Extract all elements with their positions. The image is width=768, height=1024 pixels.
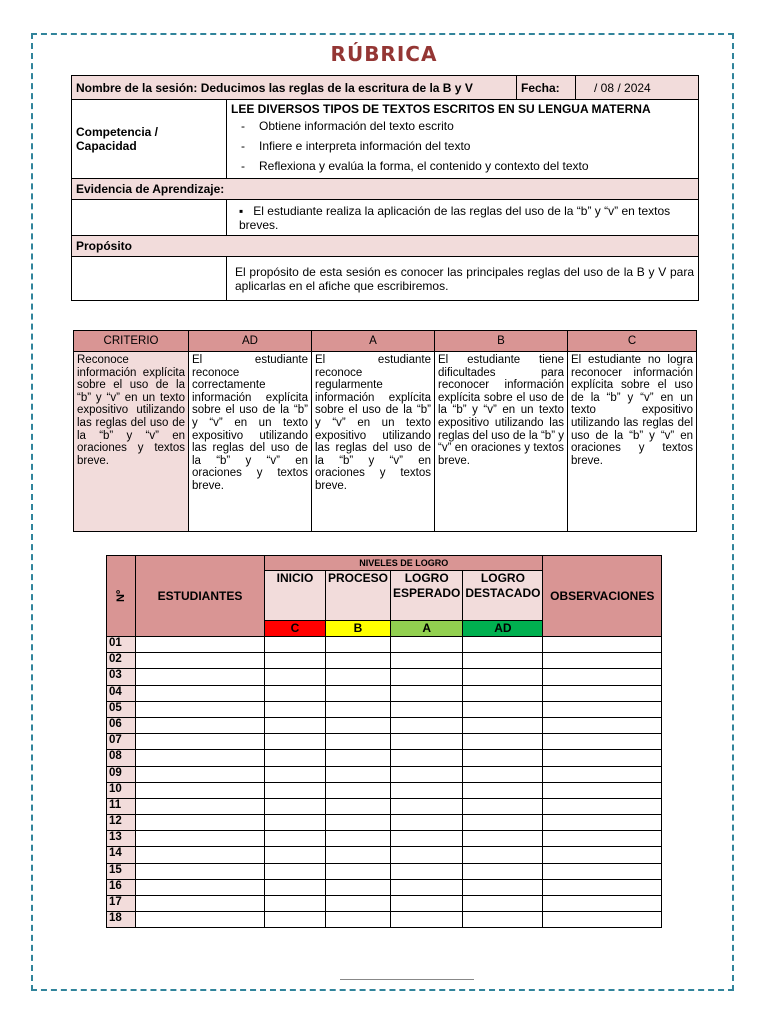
table-row (107, 815, 662, 831)
inicio-cell[interactable] (265, 879, 326, 895)
proceso-cell[interactable] (326, 831, 391, 847)
esperado-cell[interactable] (391, 701, 463, 717)
inicio-cell[interactable] (265, 637, 326, 653)
destacado-cell[interactable] (463, 637, 543, 653)
student-name-cell[interactable] (136, 637, 265, 653)
destacado-cell[interactable] (463, 669, 543, 685)
level-c-cell: El estudiante no logra reconocer información explícita sobre el uso de la “b” y “v” en un texto expositivo utilizando las reglas del uso de la “b” y “v” en oraciones y textos breve. (568, 352, 697, 532)
student-name-cell[interactable] (136, 863, 265, 879)
row-number: 07 (107, 734, 136, 750)
student-name-cell[interactable] (136, 653, 265, 669)
observation-cell[interactable] (543, 847, 662, 863)
proceso-cell[interactable] (326, 847, 391, 863)
row-number: 01 (107, 637, 136, 653)
evidencia-label: Evidencia de Aprendizaje: (72, 179, 699, 200)
date-value: / 08 / 2024 (576, 76, 699, 100)
header-c: C (568, 331, 697, 352)
observation-cell[interactable] (543, 798, 662, 814)
esperado-cell[interactable] (391, 815, 463, 831)
level-code-ad: AD (463, 621, 543, 637)
observation-cell[interactable] (543, 653, 662, 669)
indent-cell (72, 257, 227, 301)
header-b: B (435, 331, 568, 352)
footer-divider (340, 979, 474, 980)
proceso-cell[interactable] (326, 637, 391, 653)
observation-cell[interactable] (543, 912, 662, 928)
inicio-cell[interactable] (265, 717, 326, 733)
table-row (107, 669, 662, 685)
students-table (106, 555, 662, 928)
observation-cell[interactable] (543, 863, 662, 879)
inicio-cell[interactable] (265, 847, 326, 863)
students-header: ESTUDIANTES (136, 556, 265, 637)
student-name-cell[interactable] (136, 766, 265, 782)
proceso-cell[interactable] (326, 734, 391, 750)
observation-cell[interactable] (543, 896, 662, 912)
esperado-cell[interactable] (391, 685, 463, 701)
esperado-cell[interactable] (391, 717, 463, 733)
inicio-cell[interactable] (265, 766, 326, 782)
proceso-cell[interactable] (326, 798, 391, 814)
esperado-cell[interactable] (391, 863, 463, 879)
table-row (107, 879, 662, 895)
esperado-cell[interactable] (391, 912, 463, 928)
row-number: 08 (107, 750, 136, 766)
row-number: 06 (107, 717, 136, 733)
inicio-cell[interactable] (265, 669, 326, 685)
inicio-cell[interactable] (265, 782, 326, 798)
student-name-cell[interactable] (136, 669, 265, 685)
row-number: 17 (107, 896, 136, 912)
destacado-cell[interactable] (463, 798, 543, 814)
student-name-cell[interactable] (136, 896, 265, 912)
proceso-cell[interactable] (326, 685, 391, 701)
header-criterio: CRITERIO (74, 331, 189, 352)
session-name: Nombre de la sesión: Deducimos las reglas de la escritura de la B y V (72, 76, 517, 100)
destacado-cell[interactable] (463, 766, 543, 782)
row-number: 15 (107, 863, 136, 879)
list-item: - Obtiene información del texto escrito (231, 116, 694, 136)
observation-cell[interactable] (543, 831, 662, 847)
destacado-cell[interactable] (463, 717, 543, 733)
level-a-cell: El estudiante reconoce regularmente información explícita sobre el uso de la “b” y “v” en un texto expositivo utilizando las reglas del uso de la “b” y “v” en oraciones y textos breve. (312, 352, 435, 532)
esperado-cell[interactable] (391, 637, 463, 653)
proceso-cell[interactable] (326, 782, 391, 798)
student-name-cell[interactable] (136, 734, 265, 750)
destacado-cell[interactable] (463, 734, 543, 750)
esperado-cell[interactable] (391, 653, 463, 669)
inicio-cell[interactable] (265, 734, 326, 750)
inicio-cell[interactable] (265, 863, 326, 879)
observation-cell[interactable] (543, 815, 662, 831)
student-name-cell[interactable] (136, 831, 265, 847)
row-number: 18 (107, 912, 136, 928)
observation-cell[interactable] (543, 782, 662, 798)
row-number: 14 (107, 847, 136, 863)
proceso-cell[interactable] (326, 912, 391, 928)
observation-cell[interactable] (543, 717, 662, 733)
table-row (107, 863, 662, 879)
esperado-cell[interactable] (391, 782, 463, 798)
esperado-cell[interactable] (391, 847, 463, 863)
row-number: 11 (107, 798, 136, 814)
table-row (107, 637, 662, 653)
destacado-cell[interactable] (463, 879, 543, 895)
destacado-cell[interactable] (463, 847, 543, 863)
table-row (107, 734, 662, 750)
table-row (107, 782, 662, 798)
student-name-cell[interactable] (136, 750, 265, 766)
levels-header: NIVELES DE LOGRO (265, 556, 543, 571)
destacado-cell[interactable] (463, 685, 543, 701)
student-name-cell[interactable] (136, 847, 265, 863)
esperado-cell[interactable] (391, 669, 463, 685)
level-label-proceso: PROCESO (326, 571, 391, 621)
level-code-b: B (326, 621, 391, 637)
proceso-cell[interactable] (326, 717, 391, 733)
table-row (107, 896, 662, 912)
proceso-cell[interactable] (326, 815, 391, 831)
proposito-label: Propósito (72, 236, 699, 257)
table-row (107, 750, 662, 766)
inicio-cell[interactable] (265, 701, 326, 717)
evidencia-item (227, 200, 699, 236)
destacado-cell[interactable] (463, 896, 543, 912)
level-label-esperado: LOGRO ESPERADO (391, 571, 463, 621)
proceso-cell[interactable] (326, 701, 391, 717)
inicio-cell[interactable] (265, 685, 326, 701)
esperado-cell[interactable] (391, 879, 463, 895)
table-row (107, 766, 662, 782)
table-row (107, 701, 662, 717)
table-row (107, 717, 662, 733)
row-number: 10 (107, 782, 136, 798)
observation-cell[interactable] (543, 879, 662, 895)
observation-cell[interactable] (543, 637, 662, 653)
destacado-cell[interactable] (463, 863, 543, 879)
destacado-cell[interactable] (463, 831, 543, 847)
level-label-inicio: INICIO (265, 571, 326, 621)
student-name-cell[interactable] (136, 782, 265, 798)
proceso-cell[interactable] (326, 653, 391, 669)
table-row (107, 912, 662, 928)
level-b-cell: El estudiante tiene dificultades para reconocer información explícita sobre el uso de la “b” y “v” en un texto expositivo utilizando las reglas del uso de la “b” y “v” en oraciones y textos breve. (435, 352, 568, 532)
row-number: 13 (107, 831, 136, 847)
level-ad-cell: El estudiante reconoce correctamente información explícita sobre el uso de la “b” y “v” en un texto expositivo utilizando las reglas del uso de la “b” y “v” en oraciones y textos breve. (189, 352, 312, 532)
num-header: Nº (107, 556, 136, 637)
destacado-cell[interactable] (463, 653, 543, 669)
page-title: RÚBRICA (330, 42, 438, 66)
row-number: 12 (107, 815, 136, 831)
row-number: 02 (107, 653, 136, 669)
level-code-c: C (265, 621, 326, 637)
observations-header: OBSERVACIONES (543, 556, 662, 637)
inicio-cell[interactable] (265, 912, 326, 928)
level-code-a: A (391, 621, 463, 637)
row-number: 09 (107, 766, 136, 782)
esperado-cell[interactable] (391, 734, 463, 750)
table-row (107, 653, 662, 669)
row-number: 04 (107, 685, 136, 701)
capacidades-list (231, 116, 694, 176)
row-number: 05 (107, 701, 136, 717)
inicio-cell[interactable] (265, 831, 326, 847)
row-number: 03 (107, 669, 136, 685)
row-number: 16 (107, 879, 136, 895)
inicio-cell[interactable] (265, 750, 326, 766)
destacado-cell[interactable] (463, 782, 543, 798)
proceso-cell[interactable] (326, 669, 391, 685)
observation-cell[interactable] (543, 685, 662, 701)
observation-cell[interactable] (543, 750, 662, 766)
student-name-cell[interactable] (136, 912, 265, 928)
competencia-content (227, 100, 699, 179)
proposito-text: El propósito de esta sesión es conocer las principales reglas del uso de la B y V para aplicarlas en el afiche que escribiremos. (227, 257, 699, 301)
list-item: - Infiere e interpreta información del texto (231, 136, 694, 156)
header-ad: AD (189, 331, 312, 352)
esperado-cell[interactable] (391, 798, 463, 814)
inicio-cell[interactable] (265, 815, 326, 831)
rubric-table (73, 330, 697, 532)
proceso-cell[interactable] (326, 750, 391, 766)
inicio-cell[interactable] (265, 798, 326, 814)
proceso-cell[interactable] (326, 879, 391, 895)
esperado-cell[interactable] (391, 766, 463, 782)
observation-cell[interactable] (543, 766, 662, 782)
competencia-heading: LEE DIVERSOS TIPOS DE TEXTOS ESCRITOS EN SU LENGUA MATERNA (231, 102, 651, 116)
proceso-cell[interactable] (326, 863, 391, 879)
criterio-cell: Reconoce información explícita sobre el uso de la “b” y “v” en un texto expositivo utilizando las reglas del uso de la “b” y “v” en oraciones y textos breve. (74, 352, 189, 532)
table-row (107, 798, 662, 814)
student-name-cell[interactable] (136, 798, 265, 814)
bullet-icon: ▪ (239, 203, 244, 218)
student-name-cell[interactable] (136, 685, 265, 701)
student-name-cell[interactable] (136, 701, 265, 717)
session-info-table (71, 75, 699, 301)
observation-cell[interactable] (543, 701, 662, 717)
level-label-destacado: LOGRO DESTACADO (463, 571, 543, 621)
destacado-cell[interactable] (463, 750, 543, 766)
esperado-cell[interactable] (391, 750, 463, 766)
header-a: A (312, 331, 435, 352)
destacado-cell[interactable] (463, 912, 543, 928)
date-label: Fecha: (517, 76, 576, 100)
competencia-label: Competencia / Capacidad (72, 100, 227, 179)
student-name-cell[interactable] (136, 717, 265, 733)
indent-cell (72, 200, 227, 236)
evidencia-text: El estudiante realiza la aplicación de las reglas del uso de la “b” y “v” en textos breves. (239, 203, 671, 232)
inicio-cell[interactable] (265, 653, 326, 669)
proceso-cell[interactable] (326, 766, 391, 782)
inicio-cell[interactable] (265, 896, 326, 912)
table-row (107, 685, 662, 701)
table-row (107, 831, 662, 847)
esperado-cell[interactable] (391, 896, 463, 912)
student-name-cell[interactable] (136, 879, 265, 895)
destacado-cell[interactable] (463, 815, 543, 831)
observation-cell[interactable] (543, 734, 662, 750)
list-item: - Reflexiona y evalúa la forma, el contenido y contexto del texto (231, 156, 694, 176)
student-name-cell[interactable] (136, 815, 265, 831)
table-row (107, 847, 662, 863)
esperado-cell[interactable] (391, 831, 463, 847)
observation-cell[interactable] (543, 669, 662, 685)
destacado-cell[interactable] (463, 701, 543, 717)
proceso-cell[interactable] (326, 896, 391, 912)
